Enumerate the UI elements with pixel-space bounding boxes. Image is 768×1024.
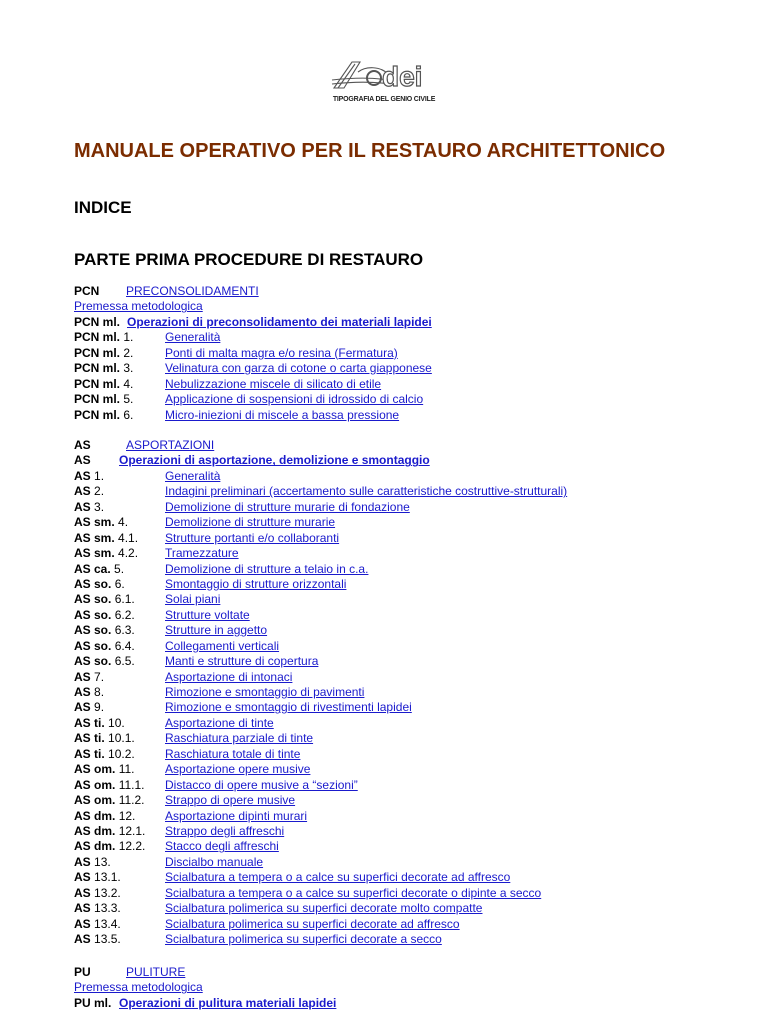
toc-entry bbox=[74, 870, 754, 885]
toc-entry-number: 10.1. bbox=[108, 731, 135, 746]
toc-entry-link[interactable]: Strutture portanti e/o collaboranti bbox=[165, 530, 340, 545]
toc-entry-number: 8. bbox=[94, 685, 105, 699]
premessa-link[interactable]: Premessa metodologica bbox=[74, 299, 203, 314]
toc-entry-code: AS 9. bbox=[74, 700, 105, 715]
toc-entry-code: PCN ml. 1. bbox=[74, 330, 134, 345]
toc-entry-code: AS 3. bbox=[74, 499, 105, 514]
toc-entry-number: 6.5. bbox=[114, 654, 135, 669]
toc-entry-code: AS 7. bbox=[74, 669, 105, 684]
toc-entry-link[interactable]: Generalità bbox=[165, 330, 221, 345]
toc-entry-code: AS sm. 4.1. bbox=[74, 530, 139, 545]
category-row bbox=[74, 965, 754, 980]
toc-entry-link[interactable]: Demolizione di strutture murarie bbox=[165, 515, 336, 530]
toc-entry-code: AS 13.1. bbox=[74, 870, 121, 885]
toc-entry-code: AS dm. 12.2. bbox=[74, 839, 146, 854]
toc-entry-number: 4. bbox=[118, 515, 129, 530]
toc-entry-code: AS 13.3. bbox=[74, 901, 121, 916]
toc-entry-link[interactable]: Discialbo manuale bbox=[165, 854, 264, 869]
toc-entry-number: 10.2. bbox=[108, 746, 135, 761]
toc-entry-number: 3. bbox=[94, 499, 105, 514]
toc-entry bbox=[74, 716, 754, 731]
operations-code: PCN ml. bbox=[74, 314, 121, 329]
operations-link[interactable]: Operazioni di pulitura materiali lapidei bbox=[119, 995, 337, 1010]
toc-entry bbox=[74, 408, 754, 423]
toc-entry-link[interactable]: Asportazione di intonaci bbox=[165, 669, 293, 684]
toc-entry-number: 11.1. bbox=[118, 777, 145, 792]
toc-entry-code: AS 1. bbox=[74, 468, 105, 483]
toc-entry-link[interactable]: Scialbatura polimerica su superfici decorate ad affresco bbox=[165, 916, 460, 931]
toc-entry-link[interactable]: Demolizione di strutture a telaio in c.a. bbox=[165, 561, 369, 576]
toc-entry-number: 6.2. bbox=[114, 607, 135, 622]
toc-entry bbox=[74, 670, 754, 685]
toc-entry-number: 5. bbox=[123, 392, 134, 407]
toc-entry-number: 13.3. bbox=[94, 901, 121, 916]
logo-subtitle: TIPOGRAFIA DEL GENIO CIVILE bbox=[332, 96, 436, 103]
toc-entry-number: 11. bbox=[118, 762, 135, 777]
toc-entry bbox=[74, 592, 754, 607]
toc-entry bbox=[74, 685, 754, 700]
toc-entry bbox=[74, 809, 754, 824]
toc-entry-link[interactable]: Manti e strutture di copertura bbox=[165, 654, 319, 669]
premessa-row bbox=[74, 299, 754, 314]
toc-entry bbox=[74, 500, 754, 515]
toc-entry-number: 6. bbox=[123, 407, 134, 422]
toc-entry-code: PCN ml. 4. bbox=[74, 376, 134, 391]
toc-entry-code: AS ti. 10.2. bbox=[74, 746, 135, 761]
toc-entry-number: 12. bbox=[118, 808, 136, 823]
toc-entry bbox=[74, 623, 754, 638]
section-asportazioni bbox=[74, 438, 754, 947]
operations-link[interactable]: Operazioni di asportazione, demolizione e smontaggio bbox=[119, 453, 430, 468]
toc-entry-link[interactable]: Strutture in aggetto bbox=[165, 623, 268, 638]
toc-entry-number: 2. bbox=[123, 345, 134, 360]
toc-entry bbox=[74, 917, 754, 932]
toc-entry-code: PCN ml. 6. bbox=[74, 407, 134, 422]
toc-entry-number: 6. bbox=[114, 576, 125, 591]
category-link-preconsolidamenti[interactable]: PRECONSOLIDAMENTI bbox=[126, 284, 259, 298]
toc-entry bbox=[74, 531, 754, 546]
toc-entry-link[interactable]: Scialbatura a tempera o a calce su superfici decorate ad affresco bbox=[165, 870, 511, 885]
toc-entry bbox=[74, 762, 754, 777]
toc-entry bbox=[74, 824, 754, 839]
category-code: PU bbox=[74, 965, 91, 979]
toc-entry-number: 2. bbox=[94, 484, 105, 499]
toc-entry-code: AS dm. 12.1. bbox=[74, 823, 146, 838]
operations-code: PU ml. bbox=[74, 995, 112, 1010]
category-code: AS bbox=[74, 438, 91, 452]
part-heading: PARTE PRIMA PROCEDURE DI RESTAURO bbox=[74, 250, 424, 269]
category-row bbox=[74, 438, 754, 453]
toc-entry-link[interactable]: Tramezzature bbox=[165, 546, 239, 561]
toc-entry-code: AS so. 6.2. bbox=[74, 607, 135, 622]
premessa-row bbox=[74, 980, 754, 995]
toc-entry-link[interactable]: Scialbatura polimerica su superfici decorate a secco bbox=[165, 932, 442, 946]
toc-entry-code: AS 13. bbox=[74, 854, 111, 869]
toc-entry-number: 6.4. bbox=[114, 638, 135, 653]
toc-entry-code: AS 13.4. bbox=[74, 916, 121, 931]
toc-entry-number: 13. bbox=[94, 854, 111, 869]
toc-entry-code: AS sm. 4.2. bbox=[74, 546, 139, 561]
toc-entry-number: 4.2. bbox=[118, 546, 139, 561]
toc-entry-code: AS so. 6.5. bbox=[74, 654, 135, 669]
toc-entry-code: AS ca. 5. bbox=[74, 561, 125, 576]
toc-entry-code: AS 13.2. bbox=[74, 885, 121, 900]
toc-entry-link[interactable]: Raschiatura totale di tinte bbox=[165, 746, 301, 761]
toc-entry-number: 4. bbox=[123, 376, 134, 391]
premessa-link[interactable]: Premessa metodologica bbox=[74, 980, 203, 995]
toc-entry-code: PCN ml. 5. bbox=[74, 392, 134, 407]
toc-entry-link[interactable]: Generalità bbox=[165, 468, 221, 483]
toc-entry bbox=[74, 700, 754, 715]
toc-entry bbox=[74, 932, 754, 947]
toc-entry bbox=[74, 377, 754, 392]
operations-row bbox=[74, 453, 754, 468]
toc-entry bbox=[74, 654, 754, 669]
toc-entry bbox=[74, 839, 754, 854]
toc-entry-link[interactable]: Asportazione opere musive bbox=[165, 762, 311, 777]
toc-entry-link[interactable]: Nebulizzazione miscele di silicato di etile bbox=[165, 376, 382, 391]
dei-logo-mark-icon bbox=[330, 54, 438, 96]
toc-entry-link[interactable]: Raschiatura parziale di tinte bbox=[165, 731, 314, 746]
toc-entry-link[interactable]: Applicazione di sospensioni di idrossido di calcio bbox=[165, 392, 424, 407]
toc-entry-link[interactable]: Collegamenti verticali bbox=[165, 638, 280, 653]
toc-entry-number: 13.4. bbox=[94, 916, 121, 931]
toc-entry bbox=[74, 361, 754, 376]
toc-entry-code: PCN ml. 2. bbox=[74, 345, 134, 360]
toc-entry-code: AS 13.5. bbox=[74, 932, 121, 946]
toc-entry-code: AS so. 6.4. bbox=[74, 638, 135, 653]
toc-entry-link[interactable]: Asportazione dipinti murari bbox=[165, 808, 308, 823]
toc-entry bbox=[74, 392, 754, 407]
toc-entry bbox=[74, 577, 754, 592]
toc-entry-link[interactable]: Micro-iniezioni di miscele a bassa pressione bbox=[165, 407, 400, 422]
toc-entry-number: 13.2. bbox=[94, 885, 121, 900]
toc-entry-code: AS sm. 4. bbox=[74, 515, 129, 530]
toc-entry-link[interactable]: Rimozione e smontaggio di rivestimenti lapidei bbox=[165, 700, 412, 715]
toc-entry-code: AS so. 6.3. bbox=[74, 623, 135, 638]
toc-entry-number: 12.1. bbox=[118, 823, 146, 838]
toc-entry-link[interactable]: Rimozione e smontaggio di pavimenti bbox=[165, 685, 365, 699]
toc-entry bbox=[74, 562, 754, 577]
toc-entry-number: 10. bbox=[108, 715, 125, 730]
toc-entry-code: AS dm. 12. bbox=[74, 808, 136, 823]
toc-entry-number: 7. bbox=[94, 669, 105, 684]
category-link-puliture[interactable]: PULITURE bbox=[126, 965, 186, 979]
category-code: PCN bbox=[74, 284, 100, 298]
category-row bbox=[74, 284, 754, 299]
operations-code: AS bbox=[74, 453, 91, 468]
toc-entry-link[interactable]: Stacco degli affreschi bbox=[165, 839, 279, 854]
toc-entry-link[interactable]: Velinatura con garza di cotone o carta giapponese bbox=[165, 361, 432, 376]
toc-entry-code: AS 8. bbox=[74, 685, 105, 699]
toc-entry-link[interactable]: Scialbatura polimerica su superfici decorate molto compatte bbox=[165, 901, 483, 916]
toc-entry-number: 9. bbox=[94, 700, 105, 715]
toc-entry-number: 3. bbox=[123, 361, 134, 376]
toc-entry-number: 13.1. bbox=[94, 870, 121, 885]
toc-entry bbox=[74, 546, 754, 561]
toc-entry-code: AS om. 11. bbox=[74, 762, 135, 777]
section-puliture bbox=[74, 965, 754, 1011]
publisher-logo bbox=[330, 54, 438, 106]
toc-entry-link[interactable]: Ponti di malta magra e/o resina (Fermatura) bbox=[165, 345, 398, 360]
toc-entry-number: 6.3. bbox=[114, 623, 135, 638]
svg-text:dei: dei bbox=[382, 61, 423, 92]
toc-entry bbox=[74, 346, 754, 361]
toc-entry-code: PCN ml. 3. bbox=[74, 361, 134, 376]
toc-entry-link[interactable]: Strutture voltate bbox=[165, 607, 250, 622]
toc-entry bbox=[74, 608, 754, 623]
toc-entry-link[interactable]: Solai piani bbox=[165, 592, 221, 607]
toc-entry-code: AS ti. 10.1. bbox=[74, 731, 135, 746]
toc-entry-code: AS om. 11.2. bbox=[74, 793, 145, 808]
toc-entry-code: AS om. 11.1. bbox=[74, 777, 145, 792]
category-link-asportazioni[interactable]: ASPORTAZIONI bbox=[126, 438, 215, 452]
operations-row bbox=[74, 996, 754, 1011]
toc-entry bbox=[74, 484, 754, 499]
toc-entry bbox=[74, 469, 754, 484]
toc-entry-code: AS so. 6.1. bbox=[74, 592, 135, 607]
section-preconsolidamenti bbox=[74, 284, 754, 423]
toc-entry bbox=[74, 330, 754, 345]
toc-entry-number: 5. bbox=[114, 561, 125, 576]
toc-entry-code: AS ti. 10. bbox=[74, 715, 125, 730]
toc-entry-number: 1. bbox=[123, 330, 134, 345]
toc-entry-link[interactable]: Scialbatura a tempera o a calce su superfici decorate o dipinte a secco bbox=[165, 885, 542, 900]
toc-entry bbox=[74, 855, 754, 870]
toc-entry bbox=[74, 886, 754, 901]
toc-entry-number: 11.2. bbox=[118, 793, 145, 808]
toc-entry-link[interactable]: Strappo di opere musive bbox=[165, 793, 296, 808]
toc-entry bbox=[74, 515, 754, 530]
toc-entry-code: AS 2. bbox=[74, 484, 105, 499]
toc-entry bbox=[74, 778, 754, 793]
toc-entry-link[interactable]: Asportazione di tinte bbox=[165, 715, 274, 730]
toc-entry-number: 13.5. bbox=[94, 932, 121, 946]
toc-entry bbox=[74, 901, 754, 916]
toc-entry-number: 1. bbox=[94, 468, 105, 483]
toc-entry bbox=[74, 747, 754, 762]
toc-entry-code: AS so. 6. bbox=[74, 576, 125, 591]
toc-entry-number: 12.2. bbox=[118, 839, 146, 854]
toc-entry-number: 4.1. bbox=[118, 530, 139, 545]
toc-entry bbox=[74, 793, 754, 808]
index-heading: INDICE bbox=[74, 198, 132, 217]
toc-entry bbox=[74, 639, 754, 654]
toc-entry bbox=[74, 731, 754, 746]
toc-entry-link[interactable]: Smontaggio di strutture orizzontali bbox=[165, 576, 347, 591]
toc-entry-link[interactable]: Strappo degli affreschi bbox=[165, 823, 285, 838]
document-title: MANUALE OPERATIVO PER IL RESTAURO ARCHITETTONICO bbox=[74, 140, 666, 162]
operations-link[interactable]: Operazioni di preconsolidamento dei materiali lapidei bbox=[127, 314, 432, 329]
toc-entry-link[interactable]: Distacco di opere musive a “sezioni” bbox=[165, 777, 358, 792]
operations-row bbox=[74, 315, 754, 330]
toc-entry-link[interactable]: Demolizione di strutture murarie di fondazione bbox=[165, 499, 410, 514]
toc-entry-number: 6.1. bbox=[114, 592, 135, 607]
toc-entry-link[interactable]: Indagini preliminari (accertamento sulle caratteristiche costruttive-strutturali) bbox=[165, 484, 568, 499]
